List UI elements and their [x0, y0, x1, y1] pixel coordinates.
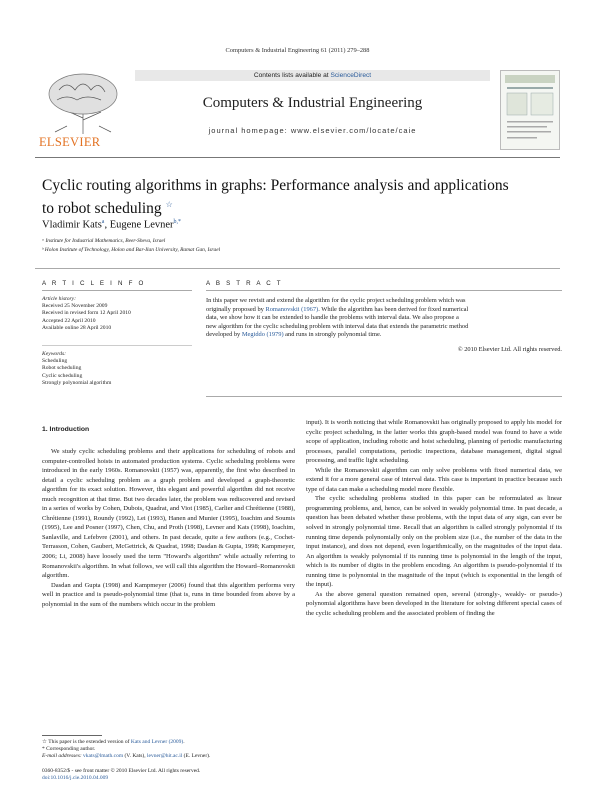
footnote-text: (V. Kats), — [123, 753, 147, 759]
authors — [42, 219, 181, 231]
sciencedirect-link[interactable]: ScienceDirect — [330, 72, 372, 79]
abstract-heading: A B S T R A C T — [206, 280, 283, 287]
keyword-item: Strongly polynomial algorithm — [42, 379, 112, 386]
body-paragraph: We study cyclic scheduling problems and their applications for scheduling of robots and computer-controlled hoists in automated production systems. Cyclic scheduling problems were introduced in the early 1960s. Romanovskii (1957) was, apparently, the first who described in detail a cyclic scheduling problem as a graph problem and developed a graph-theoretic algorithm for its exact solution. However, this elegant and powerful algorithm did not receive much recognition at that time. But two decades later, the problem was rediscovered and revised in a series of works by Cohen, Dubois, Quadrat, and Viot (1985), Carlier and Chrétienne (1988), Chrétienne (1991), Roundy (1992), Lei (1993), Hanen and Munier (1995), Ioachim and Soumis (1995), Lee and Posner (1997), Chen, Chu, and Proth (1998), Levner and Kats (1998), Ioachim, Sanlaville, and Lefebvre (2001), and others. In past decade, quite a few authors (e.g., Cochet-Terrasson, Cohen, Gaubert, McGettrick, & Quadrat, 1998; Dasdan & Gupta, 1998; Kampmeyer, 2006; Li, 2008) have loosely used the term "Howard's algorithm" while actually referring to Romanovskii's algorithm. In what follows, we will call this algorithm the Howard–Romanovskii algorithm. — [42, 448, 295, 580]
abstract-text — [206, 297, 562, 340]
ref-romanovskii-1967[interactable]: Romanovskii (1967) — [265, 305, 319, 313]
elsevier-logo — [35, 70, 131, 150]
publisher-name: ELSEVIER — [39, 135, 101, 149]
title-footnote-mark[interactable]: ☆ — [165, 200, 173, 209]
ref-megiddo-1979[interactable]: Megiddo (1979) — [241, 331, 284, 338]
journal-cover-thumbnail — [500, 70, 560, 150]
copyright-notice: © 2010 Elsevier Ltd. All rights reserved. — [457, 346, 562, 353]
ref-kats-levner-2009[interactable]: Kats and Levner (2009) — [130, 739, 184, 745]
body-paragraph: While the Romanovskii algorithm can only solve problems with fixed numerical data, we extend it for a more general case of interval data. This case is important in practice because such type of data can make a scheduling model more flexible. — [306, 466, 562, 493]
footnote-text: . — [183, 739, 185, 745]
footnote-text: (E. Levner). — [182, 753, 211, 759]
author-kats-affil[interactable]: a — [101, 219, 105, 225]
title-line-2: to robot scheduling — [42, 200, 162, 218]
history-revised: Received in revised form 12 April 2010 — [42, 310, 131, 317]
keyword-item: Cyclic scheduling — [42, 372, 83, 379]
section-heading-introduction: 1. Introduction — [42, 426, 90, 433]
abstract-rule — [206, 290, 562, 291]
body-paragraph: input). It is worth noticing that while Romanovskii has originally proposed to apply his model for cyclic project scheduling, in the latter works this graph-based model was found to have a wide scope of application, including robotic and hoist scheduling, planning of periodic manufacturing processes, parallel computations, periodic inspections, database management, digital signal processing, and traffic light scheduling. — [306, 419, 562, 465]
bottom-metadata — [42, 768, 342, 782]
footnote-rule — [42, 735, 102, 736]
author-kats: Vladimir Kats — [42, 219, 102, 231]
affiliation-rule — [35, 268, 560, 269]
abstract-line: originally proposed by — [206, 305, 266, 313]
title-line-1: Cyclic routing algorithms in graphs: Performance analysis and applications — [42, 177, 509, 194]
contents-prefix: Contents lists available at — [253, 72, 331, 79]
history-online: Available online 28 April 2010 — [42, 324, 112, 331]
history-label: Article history: — [42, 296, 77, 302]
history-accepted: Accepted 22 April 2010 — [42, 317, 96, 324]
article-title — [42, 176, 542, 218]
email-kats[interactable]: vkats@lmath.com — [83, 753, 124, 759]
email-levner[interactable]: levner@hit.ac.il — [146, 753, 183, 759]
abstract-line: new algorithm for the cyclic scheduling problem with interval data that extends the parametric method — [206, 322, 469, 330]
keywords-label: Keywords: — [42, 351, 67, 357]
article-history — [42, 296, 192, 332]
body-paragraph: Dasdan and Gupta (1998) and Kampmeyer (2006) found that this algorithm performs very well in practice and is pseudo-polynomial time (that is, runs in time bounded from above by a polynomial in the sum of the numbers which occur in the problem — [42, 581, 295, 608]
journal-header — [35, 70, 560, 152]
abstract-line: data, we show how it can be extended to handle the problems with interval data. We also propose a — [206, 314, 459, 321]
body-paragraph: The cyclic scheduling problems studied in this paper can be reformulated as linear programming problems, and, hence, can be solved in weakly polynomial time. In past decade, a question has been debated whether these problems, with the input data of any sign, can ever be solved in strongly polynomial time. Recall that an algorithm is called strongly polynomial if its running time depends polynomially only on the problem size (i.e., the number of the data in the input instance), and does not depend, even logarithmically, on the magnitudes of the input data. An algorithm is weakly polynomial if its running time is polynomial in the length of the input, which is its number of digits in the problem encoding. An algorithm is pseudo-polynomial if its running time is polynomial in the magnitude of the input (which is exponential in the length of the input). — [306, 495, 562, 589]
abstract-bottom-rule — [206, 396, 562, 397]
journal-homepage[interactable]: journal homepage: www.elsevier.com/locate/caie — [208, 126, 417, 135]
affiliation-b: ᵇ Holon Institute of Technology, Holon and Bar-Ilan University, Ramat Gan, Israel — [42, 247, 221, 253]
elsevier-tree-icon — [35, 70, 131, 136]
abstract-line: In this paper we revisit and extend the algorithm for the cyclic project scheduling problem which was — [206, 297, 466, 304]
issn-line: 0360-8352/$ - see front matter © 2010 Elsevier Ltd. All rights reserved. — [42, 768, 201, 774]
abstract-line: developed by — [206, 331, 242, 338]
author-separator: , — [104, 219, 110, 231]
journal-reference: Computers & Industrial Engineering 61 (2011) 279–288 — [225, 47, 370, 54]
journal-title: Computers & Industrial Engineering — [202, 95, 423, 111]
contents-bar — [135, 70, 490, 81]
cover-image-icon — [501, 71, 559, 149]
keywords-rule — [42, 345, 192, 346]
author-levner: Eugene Levner — [109, 219, 174, 231]
keyword-item: Scheduling — [42, 358, 68, 365]
keywords — [42, 351, 192, 387]
article-info-heading: A R T I C L E I N F O — [42, 280, 146, 287]
footnotes — [42, 739, 295, 760]
abstract-line: and runs in strongly polynomial time. — [283, 331, 382, 338]
article-info-rule — [42, 290, 192, 291]
doi-link[interactable]: doi:10.1016/j.cie.2010.04.009 — [42, 775, 109, 781]
body-paragraph: As the above general question remained open, several (strongly-, weakly- or pseudo-) polynomial algorithms have been developed in the literature for solving different special cases of the cyclic scheduling problem and the associated problem of finding the — [306, 590, 562, 617]
author-levner-affil[interactable]: b,* — [173, 219, 182, 225]
history-received: Received 25 November 2009 — [42, 303, 108, 310]
body-column-right — [306, 418, 562, 618]
body-column-left — [42, 447, 295, 609]
keyword-item: Robot scheduling — [42, 365, 82, 372]
journal-banner — [135, 70, 490, 152]
affiliation-a: ᵃ Institute for Industrial Mathematics, Beer-Sheva, Israel — [42, 238, 166, 244]
header-rule — [35, 157, 560, 158]
abstract-line: . While the algorithm has been derived for fixed numerical — [318, 305, 469, 313]
footnote-email-label: E-mail addresses: — [42, 753, 84, 759]
footnote-corresponding: * Corresponding author. — [42, 746, 96, 752]
footnote-text: ☆ This paper is the extended version of — [42, 739, 131, 745]
